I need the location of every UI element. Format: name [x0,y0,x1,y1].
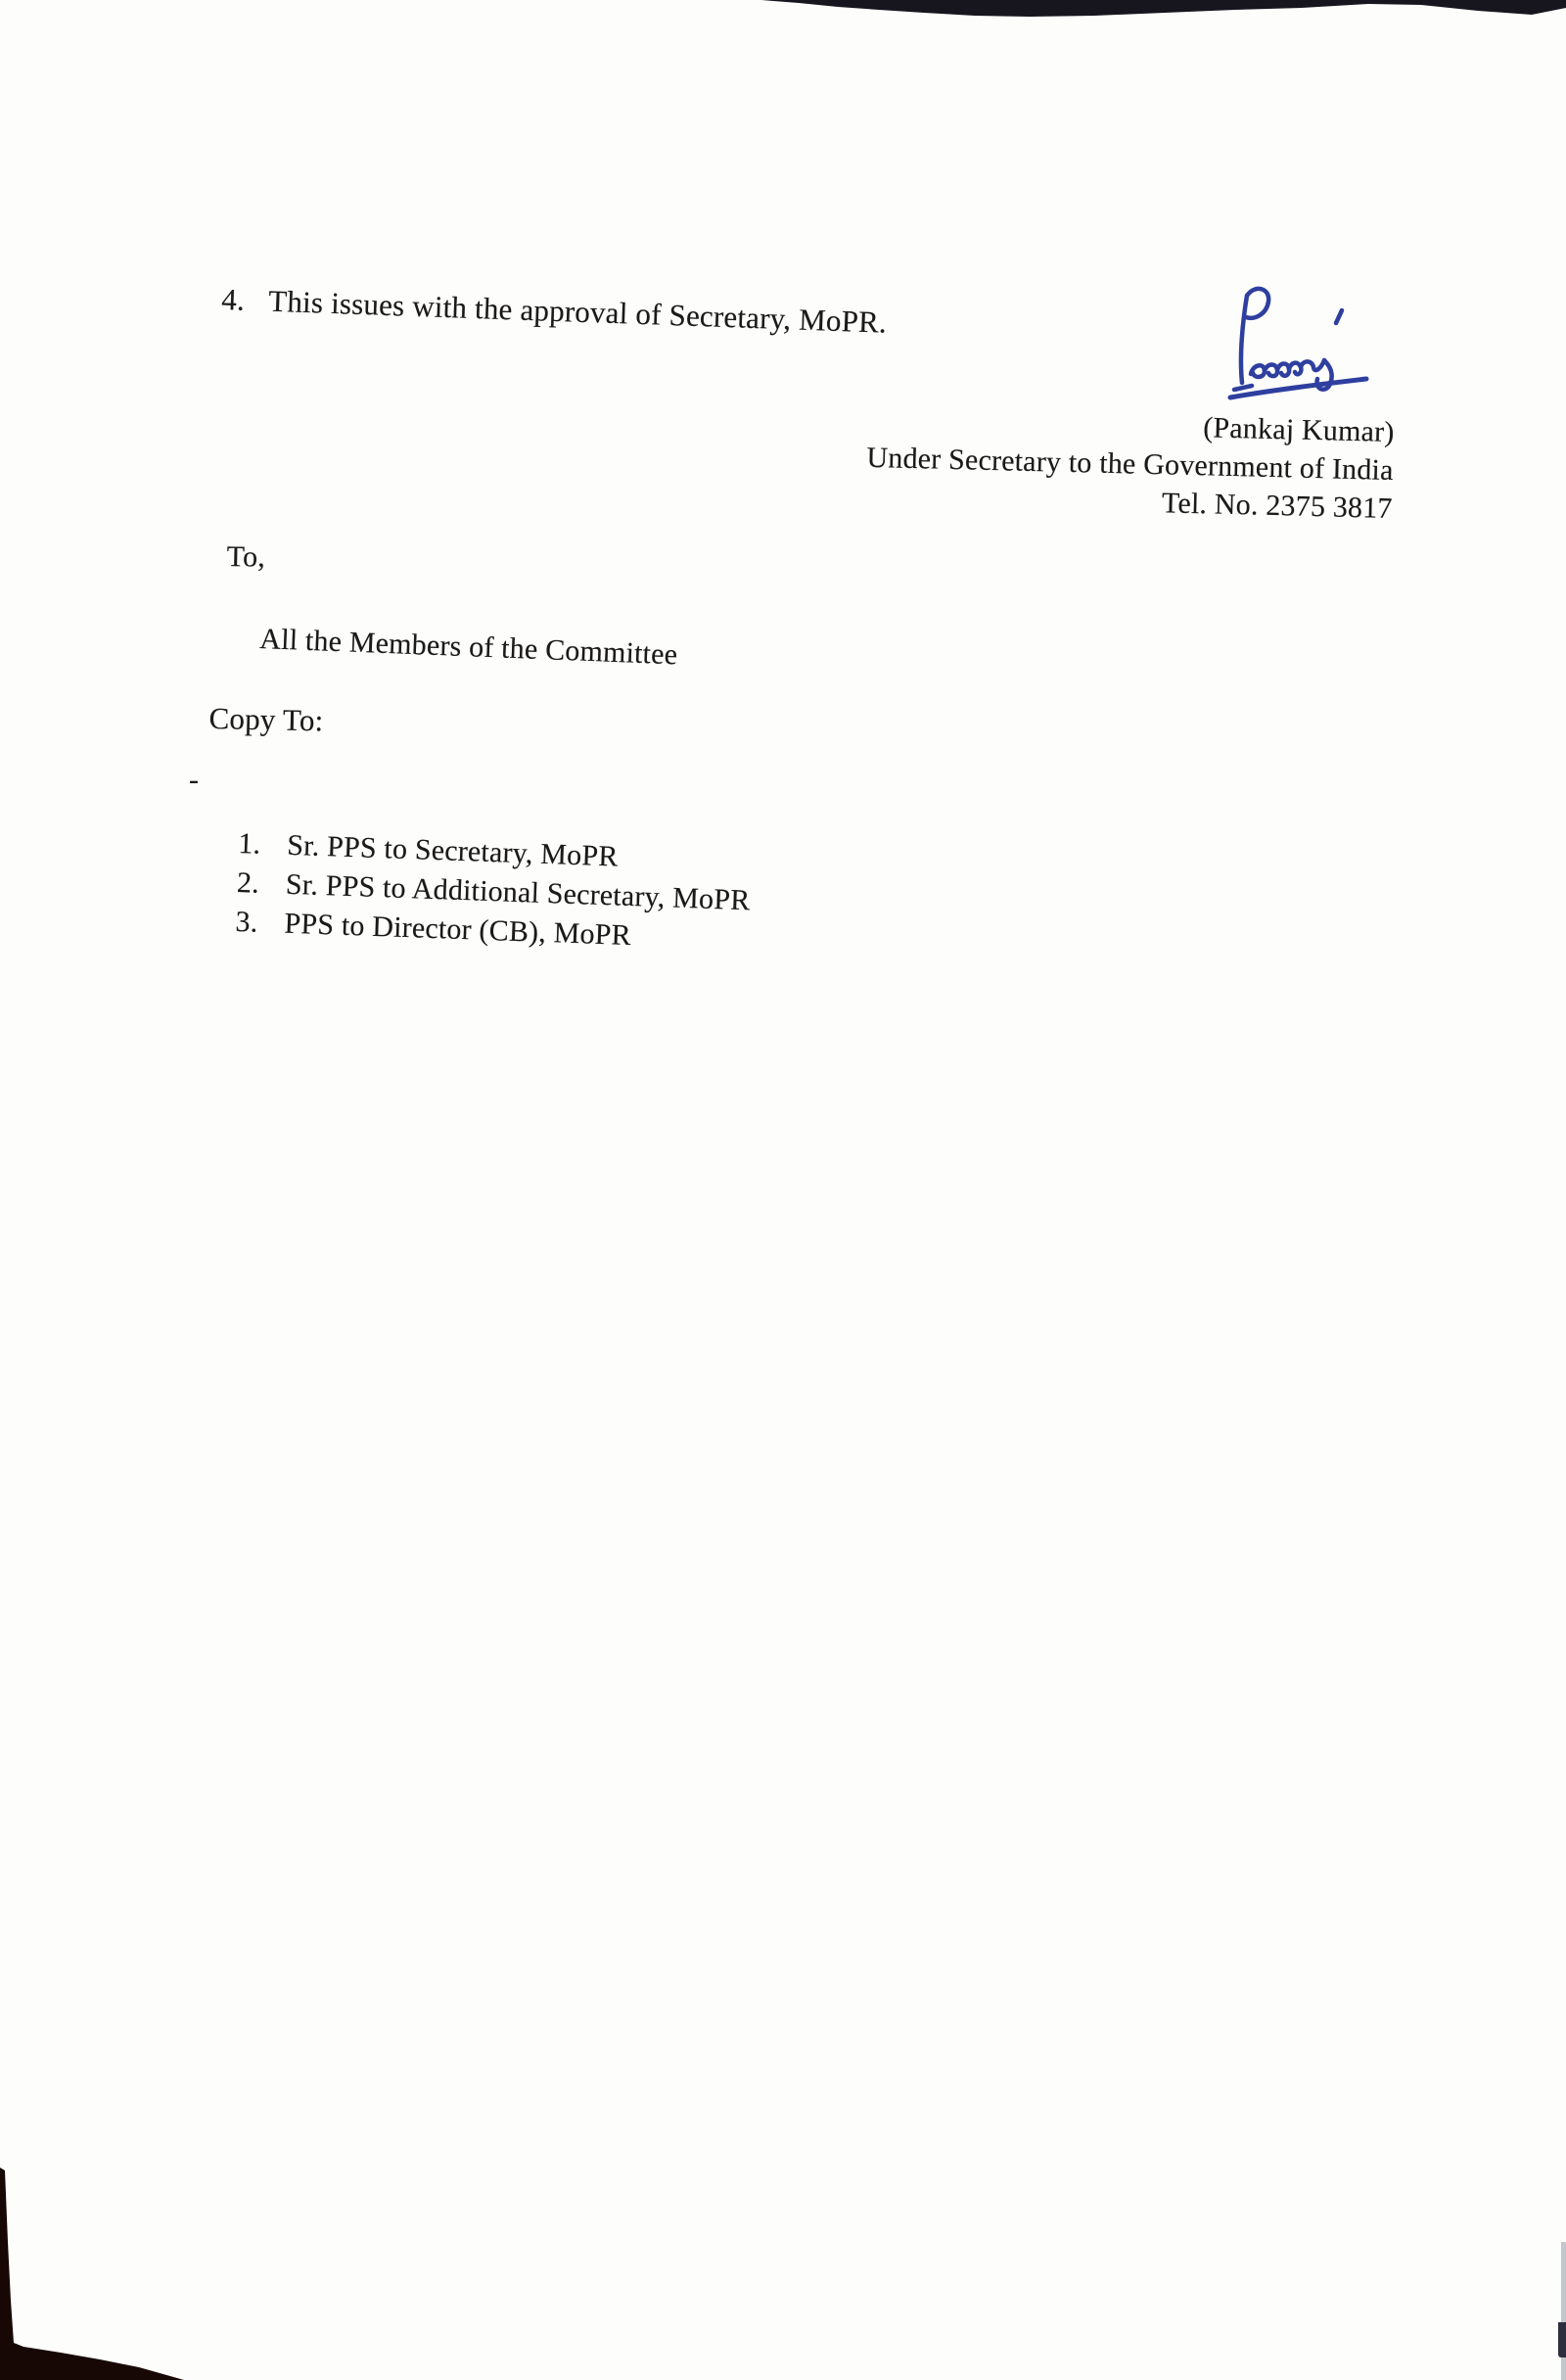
copy-to-item-2-number: 2. [236,865,260,900]
signatory-phone: Tel. No. 2375 3817 [1161,487,1394,525]
scan-right-edge-sliver [1561,2242,1566,2380]
copy-to-item-1-text: Sr. PPS to Secretary, MoPR [286,828,620,873]
paragraph-4-text: This issues with the approval of Secretary, MoPR. [267,283,888,340]
paragraph-4 [221,282,888,341]
scan-top-edge-band-shape [761,0,1566,17]
signatory-block [770,397,1395,527]
copy-to-list [235,827,753,962]
stray-dash-mark: - [189,764,200,796]
scan-top-edge-band [0,0,1566,27]
scan-corner-wedge-shape [0,2168,184,2380]
signatory-name: (Pankaj Kumar) [1202,411,1395,448]
paragraph-4-number: 4. [220,282,246,317]
recipient-addressee: All the Members of the Committee [258,623,678,672]
signature-strokes [1230,289,1366,397]
signatory-title: Under Secretary to the Government of India [866,441,1394,487]
copy-to-item-3-number: 3. [235,905,259,939]
copy-to-heading: Copy To: [208,701,324,738]
scan-corner-wedge [0,2154,225,2380]
copy-to-item-1-number: 1. [237,827,261,861]
signature-ink [1186,284,1387,421]
scan-right-edge-notch [1558,2322,1566,2357]
copy-to-item-3-text: PPS to Director (CB), MoPR [284,907,632,953]
copy-to-item-2-text: Sr. PPS to Additional Secretary, MoPR [285,867,751,917]
recipient-salutation: To, [226,540,266,574]
